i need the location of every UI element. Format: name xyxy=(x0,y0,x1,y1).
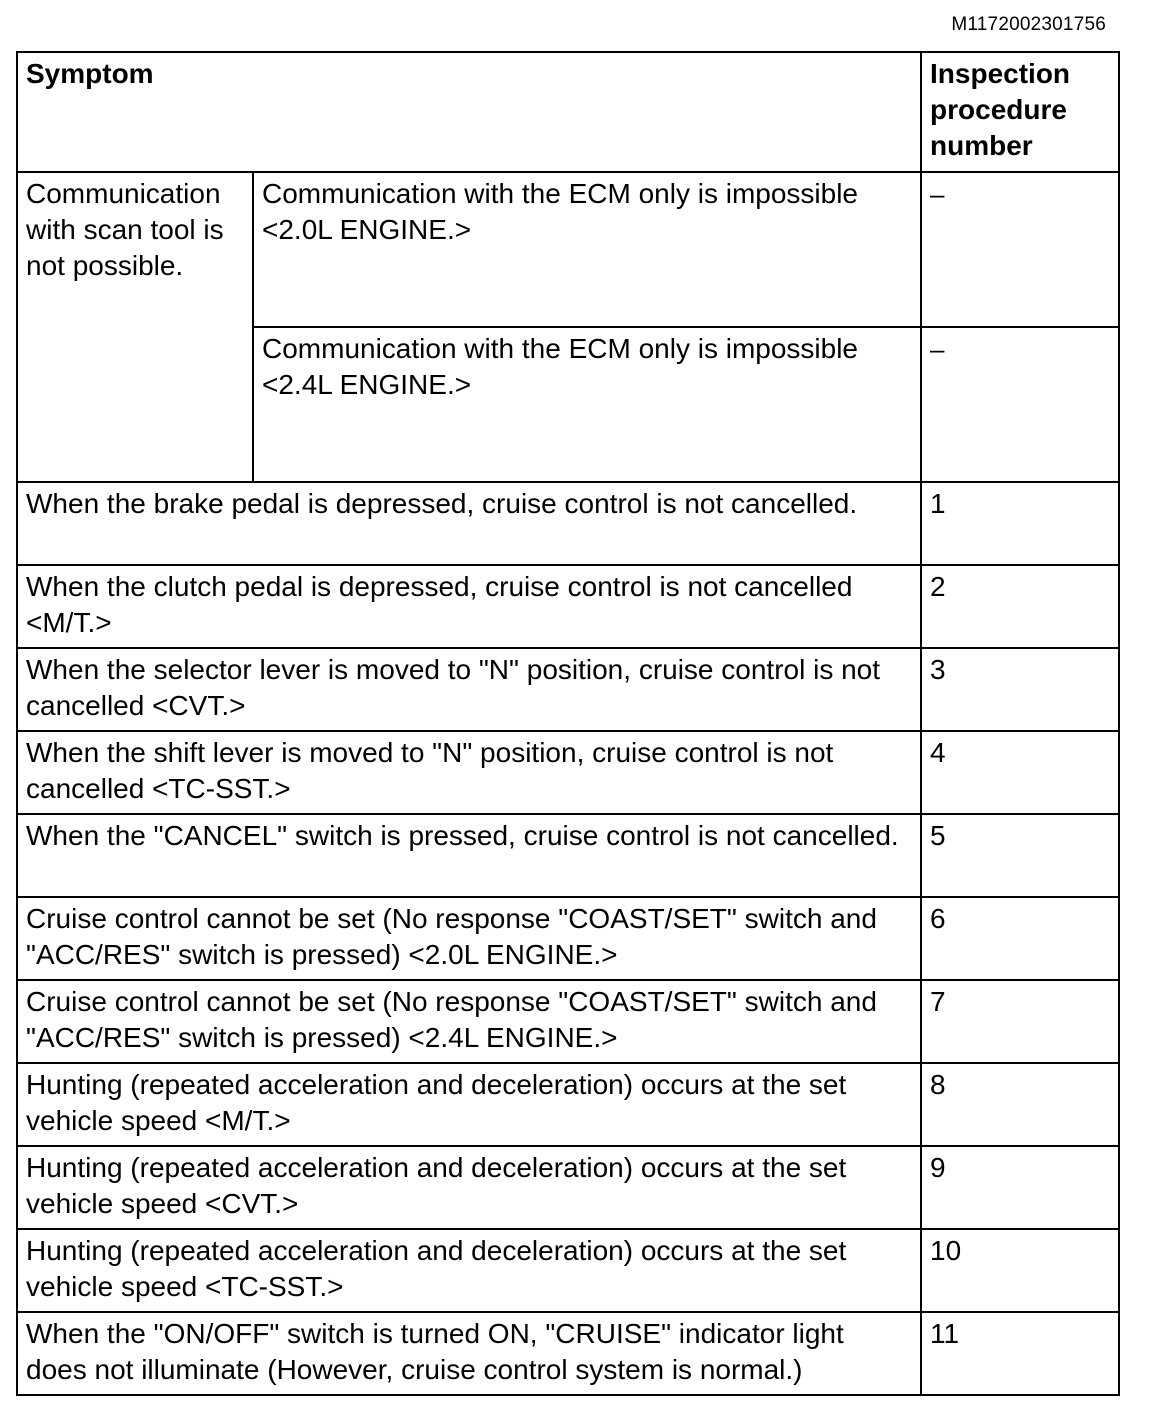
symptom-cell: Cruise control cannot be set (No response "COAST/SET" switch and "ACC/RES" switch is pressed) <2.0L ENGINE.> xyxy=(17,897,921,980)
symptom-cell: Hunting (repeated acceleration and deceleration) occurs at the set vehicle speed <CVT.> xyxy=(17,1146,921,1229)
table-row xyxy=(17,1229,1119,1312)
procedure-cell: 1 xyxy=(921,482,1119,565)
table-row xyxy=(17,1063,1119,1146)
procedure-cell: 2 xyxy=(921,565,1119,648)
procedure-cell: 3 xyxy=(921,648,1119,731)
table-header-row xyxy=(17,52,1119,172)
symptom-cell: Hunting (repeated acceleration and deceleration) occurs at the set vehicle speed <TC-SST.> xyxy=(17,1229,921,1312)
procedure-value: – xyxy=(930,334,945,364)
communication-group-label: Communication with scan tool is not possible. xyxy=(17,172,253,482)
symptom-table xyxy=(16,51,1120,1396)
procedure-cell: 6 xyxy=(921,897,1119,980)
table-row xyxy=(17,648,1119,731)
symptom-cell: Cruise control cannot be set (No response "COAST/SET" switch and "ACC/RES" switch is pressed) <2.4L ENGINE.> xyxy=(17,980,921,1063)
procedure-cell: 11 xyxy=(921,1312,1119,1395)
table-row xyxy=(17,1312,1119,1395)
procedure-cell xyxy=(921,172,1119,327)
table-row xyxy=(17,897,1119,980)
symptom-cell: When the "ON/OFF" switch is turned ON, "CRUISE" indicator light does not illuminate (However, cruise control system is normal.) xyxy=(17,1312,921,1395)
procedure-cell: 4 xyxy=(921,731,1119,814)
procedure-cell: 7 xyxy=(921,980,1119,1063)
table-row xyxy=(17,731,1119,814)
symptom-cell: When the "CANCEL" switch is pressed, cruise control is not cancelled. xyxy=(17,814,921,897)
symptom-header: Symptom xyxy=(17,52,921,172)
procedure-header: Inspection procedure number xyxy=(921,52,1119,172)
table-row xyxy=(17,814,1119,897)
table-row xyxy=(17,1146,1119,1229)
procedure-cell: 10 xyxy=(921,1229,1119,1312)
procedure-cell xyxy=(921,327,1119,482)
symptom-cell: Communication with the ECM only is impossible <2.0L ENGINE.> xyxy=(253,172,921,327)
procedure-cell: 9 xyxy=(921,1146,1119,1229)
table-row xyxy=(17,980,1119,1063)
document-id: M1172002301756 xyxy=(951,14,1106,35)
symptom-cell: When the shift lever is moved to "N" position, cruise control is not cancelled <TC-SST.> xyxy=(17,731,921,814)
table-row xyxy=(17,565,1119,648)
symptom-cell: When the clutch pedal is depressed, cruise control is not cancelled <M/T.> xyxy=(17,565,921,648)
procedure-cell: 5 xyxy=(921,814,1119,897)
symptom-cell: Hunting (repeated acceleration and deceleration) occurs at the set vehicle speed <M/T.> xyxy=(17,1063,921,1146)
table-row xyxy=(17,482,1119,565)
symptom-cell: Communication with the ECM only is impossible <2.4L ENGINE.> xyxy=(253,327,921,482)
symptom-cell: When the brake pedal is depressed, cruise control is not cancelled. xyxy=(17,482,921,565)
symptom-cell: When the selector lever is moved to "N" position, cruise control is not cancelled <CVT.> xyxy=(17,648,921,731)
procedure-value: – xyxy=(930,179,945,209)
procedure-cell: 8 xyxy=(921,1063,1119,1146)
table-row xyxy=(17,172,1119,327)
